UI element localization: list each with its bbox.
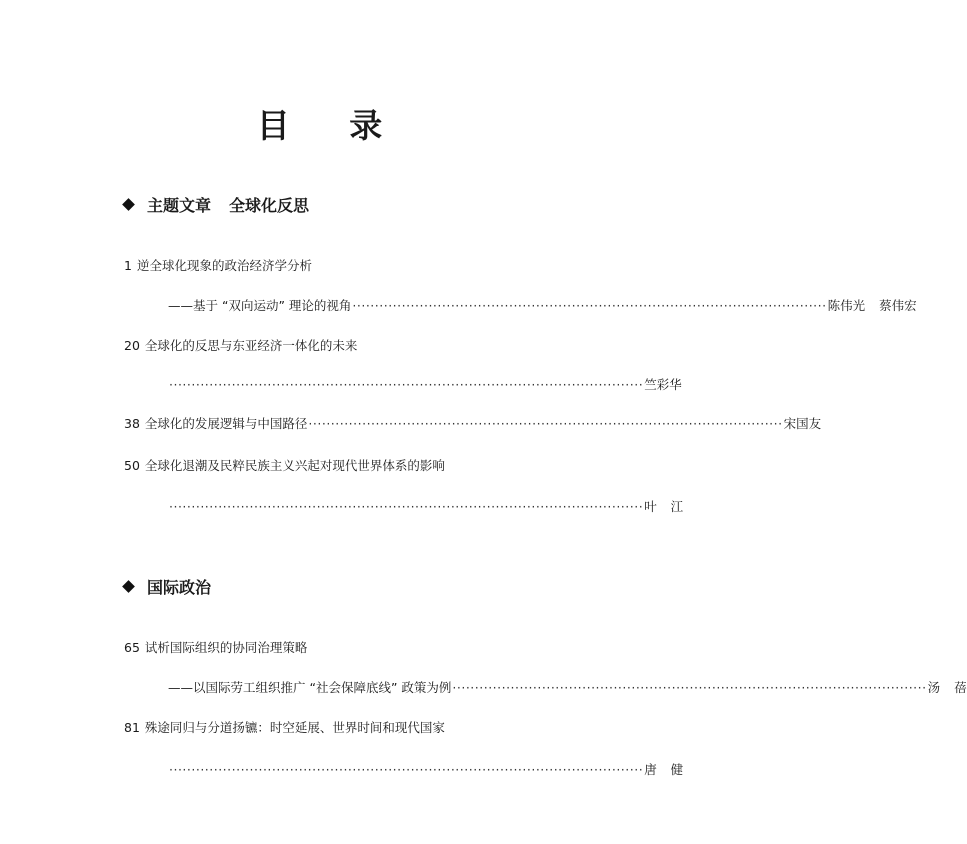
toc-entry[interactable] <box>124 414 822 432</box>
toc-entry-author: 叶 江 <box>644 499 684 514</box>
dot-leader: ·········································································································· <box>452 680 927 695</box>
toc-entry-subtitle: ——基于 “双向运动” 理论的视角 <box>168 298 352 313</box>
toc-entry-subline <box>168 375 682 393</box>
section-heading-theme <box>124 193 309 216</box>
section-heading-intl-politics <box>124 575 211 598</box>
toc-entry-author: 唐 健 <box>644 762 684 777</box>
diamond-bullet-icon <box>122 580 135 593</box>
dot-leader: ·········································································································· <box>308 416 783 431</box>
toc-page-number: 20 <box>124 338 140 353</box>
toc-entry[interactable] <box>124 718 445 736</box>
section-heading-sub: 全球化反思 <box>229 196 310 215</box>
section-heading-main: 国际政治 <box>147 578 212 597</box>
dot-leader: ·········································································································· <box>169 499 644 514</box>
toc-entry-title: 全球化退潮及民粹民族主义兴起对现代世界体系的影响 <box>144 458 445 473</box>
toc-page-number: 1 <box>124 258 132 273</box>
toc-entry[interactable] <box>124 256 312 274</box>
toc-entry-author: 陈伟光 蔡伟宏 <box>827 298 917 313</box>
toc-page-number: 81 <box>124 720 140 735</box>
toc-entry-subline <box>168 296 917 314</box>
toc-entry-author: 汤 蓓 <box>927 680 967 695</box>
dot-leader: ·········································································································· <box>169 762 644 777</box>
toc-page-number: 38 <box>124 416 140 431</box>
toc-entry-title: 试析国际组织的协同治理策略 <box>144 640 308 655</box>
section-heading-main: 主题文章 <box>147 196 212 215</box>
toc-entry-subline <box>168 678 967 696</box>
toc-entry-title: 殊途同归与分道扬镳：时空延展、世界时间和现代国家 <box>144 720 445 735</box>
toc-entry-title: 全球化的反思与东亚经济一体化的未来 <box>144 338 358 353</box>
toc-entry-title: 全球化的发展逻辑与中国路径 <box>144 416 308 431</box>
toc-page-number: 65 <box>124 640 140 655</box>
toc-entry-subline <box>168 497 684 515</box>
toc-entry-subtitle: ——以国际劳工组织推广 “社会保障底线” 政策为例 <box>168 680 452 695</box>
toc-entry[interactable] <box>124 456 445 474</box>
toc-entry-author: 宋国友 <box>783 416 822 431</box>
toc-entry[interactable] <box>124 638 307 656</box>
toc-entry-title: 逆全球化现象的政治经济学分析 <box>136 258 312 273</box>
dot-leader: ·········································································································· <box>352 298 827 313</box>
toc-entry-subline <box>168 760 684 778</box>
toc-entry[interactable] <box>124 336 357 354</box>
diamond-bullet-icon <box>122 198 135 211</box>
toc-page-number: 50 <box>124 458 140 473</box>
toc-entry-author: 竺彩华 <box>644 377 682 392</box>
page-title: 目 录 <box>256 106 407 145</box>
dot-leader: ·········································································································· <box>169 377 644 392</box>
